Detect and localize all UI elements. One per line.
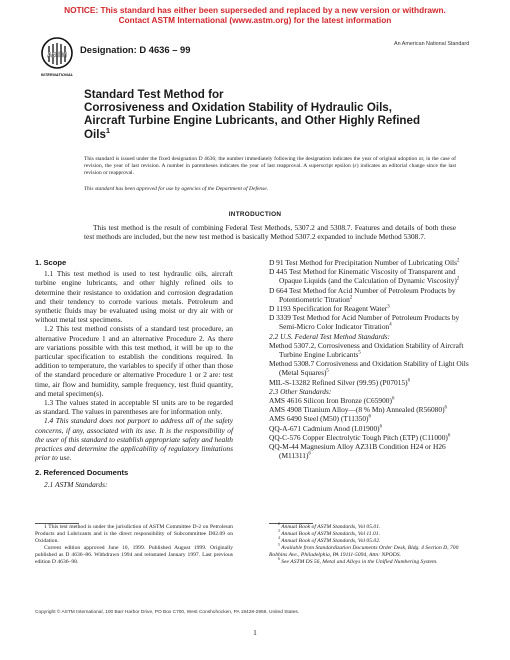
- paragraph-1-2: 1.2 This test method consists of a standard test procedure, an alternative Procedure 1 and an alternative Procedure 2. As there are variations possible with this test method, it will be up to the particular specification to establish the conditions required. In addition to temperature, the variables to specify if other than those of the standard procedure or alternative Procedure 1 or 2 are: test time, air flow and humidity, sample frequency, test fluid quantity, and metal specimen(s).: [35, 324, 233, 398]
- title-line-2: Corrosiveness and Oxidation Stability of Hydraulic Oils, Aircraft Turbine Engine Lubricants, and Other Highly Refined Oils$^1$: [84, 101, 421, 141]
- footnote-item: $^3$ Annual Book of ASTM Standards, Vol 11.01.: [278, 529, 380, 538]
- notice-line-2: Contact ASTM International (www.astm.org) for the latest information: [118, 15, 392, 25]
- federal-standard-item: MIL-S-13282 Refined Silver (99.95) $(P07015)^6$: [269, 377, 410, 387]
- designation: Designation: D 4636 – 99: [80, 44, 191, 55]
- paragraph-1-3: 1.3 The values stated in acceptable SI units are to be regarded as standard. The values in parentheses are for information only.: [35, 398, 233, 417]
- section-heading-referenced-documents: 2. Referenced Documents: [35, 468, 129, 478]
- dod-approval-note: This standard has been approved for use by agencies of the Department of Defense.: [84, 186, 269, 192]
- national-standard-label: An American National Standard: [394, 41, 470, 47]
- astm-standard-item: D 1193 Specification for Reagent Water$^3$: [269, 304, 390, 314]
- paragraph-2-1: 2.1 ASTM Standards:: [44, 479, 108, 489]
- section-heading-scope: 1. Scope: [35, 258, 67, 267]
- footnote-1-edition: Current edition approved June 10, 1999. Published August 1999. Originally published as D 4636–86. Withdrawn 1994 and reinstated January 1997. Last previous edition D 4636–98.: [35, 545, 233, 566]
- other-standard-item: QQ-C-576 Copper Electrolytic Tough Pitch (ETP) $(C11000)^6$: [269, 432, 451, 442]
- left-footnotes: [35, 523, 233, 567]
- astm-logo: [40, 36, 74, 80]
- left-column: [35, 258, 233, 489]
- federal-standards-list: [269, 341, 473, 387]
- document-title: [84, 88, 424, 141]
- notice-line-1: NOTICE: This standard has either been superseded and replaced by a new version or withdrawn.: [64, 5, 446, 15]
- paragraph-2-2: 2.2 U.S. Federal Test Method Standards:: [269, 331, 390, 341]
- copyright-line: Copyright © ASTM International, 100 Barr Harbor Drive, PO Box C700, West Conshohocken, PA 19428-2959, United States.: [35, 610, 300, 615]
- paragraph-1-1: 1.1 This test method is used to test hydraulic oils, aircraft turbine engine lubricants, and other highly refined oils to determine their resistance to oxidation and corrosion degradation and their tendency to corrode various metals. Petroleum and synthetic fluids may be evaluated using moist or dry air with or without metal test specimens.: [35, 269, 233, 325]
- astm-standard-item: D 445 Test Method for Kinematic Viscosity of Transparent and Opaque Liquids (and the Calculation of Dynamic Viscosity)$^2$: [269, 267, 460, 286]
- logo-caption: INTERNATIONAL: [40, 72, 74, 77]
- footnote-item: $^4$ Annual Book of ASTM Standards, Vol 05.02.: [278, 536, 381, 545]
- other-standard-item: AMS 4616 Silicon Iron Bronze $(C65900)^6$: [269, 396, 395, 406]
- astm-standards-list: [269, 258, 473, 332]
- other-standard-item: AMS 4908 Titanium Alloy—(8 % Mn) Annealed $(R56080)^6$: [269, 405, 447, 415]
- introduction-heading: INTRODUCTION: [228, 211, 282, 218]
- footnote-item: $^6$ See ASTM DS 56, Metal and Alloys in the Unified Numbering System.: [278, 557, 438, 566]
- page-number: 1: [253, 628, 257, 637]
- title-line-1: Standard Test Method for: [84, 88, 224, 101]
- paragraph-1-4: 1.4 This standard does not purport to address all of the safety concerns, if any, associated with its use. It is the responsibility of the user of this standard to establish appropriate safety and health practices and determine the applicability of regulatory limitations prior to use.: [35, 416, 233, 463]
- astm-standard-item: D 91 Test Method for Precipitation Number of Lubricating Oils$^2$: [269, 258, 460, 267]
- paragraph-2-3: 2.3 Other Standards:: [269, 386, 332, 396]
- issued-note: This standard is issued under the fixed designation D 4636; the number immediately following the designation indicates the year of original adoption or, in the case of revision, the year of last revision. A number in parentheses indicates the year of last reapproval. A superscript epsilon (ε) indicates an editorial change since the last revision or reapproval.: [84, 156, 456, 177]
- introduction-text: This test method is the result of combining Federal Test Methods, 5307.2 and 5308.7. Features and details of both these test methods are included, but the new test method is basically Method 5307.2 expanded to include Method 5308.7.: [84, 223, 456, 242]
- right-column: [269, 258, 473, 460]
- footnote-item: $^5$ Available from Standardization Documents Order Desk, Bldg. 4 Section D, 700 Robbins Ave., Philadelphia, PA 19111-5094, Attn: NPODS.: [269, 543, 459, 559]
- footnote-1: 1 This test method is under the jurisdiction of ASTM Committee D-2 on Petroleum Products and Lubricants and is the direct responsibility of Subcommittee D02.09 on Oxidation.: [35, 524, 233, 545]
- federal-standard-item: Method 5308.7 Corrosiveness and Oxidation Stability of Light Oils (Metal Squares)$^5$: [269, 359, 469, 378]
- federal-standard-item: Method 5307.2, Corrosiveness and Oxidation Stability of Aircraft Turbine Engine Lubricants$^5$: [269, 340, 464, 360]
- other-standard-item: QQ-A-671 Cadmium Anod $(L01900)^6$: [269, 423, 383, 433]
- other-standard-item: AMS 6490 Steel (M50) $(T11350)^6$: [269, 414, 371, 424]
- right-footnotes: [269, 523, 473, 567]
- footnote-list: [269, 524, 473, 567]
- footnote-item: $^2$ Annual Book of ASTM Standards, Vol 05.01.: [278, 522, 381, 530]
- withdrawal-notice: [0, 5, 510, 25]
- logo-letters: ASTM: [47, 52, 67, 59]
- astm-standard-item: D 3339 Test Method for Acid Number of Petroleum Products by Semi-Micro Color Indicator Titration$^4$: [269, 313, 460, 332]
- other-standards-list: [269, 396, 473, 460]
- astm-standard-item: D 664 Test Method for Acid Number of Petroleum Products by Potentiometric Titration$^2$: [269, 285, 456, 304]
- title-footnote-mark: 1: [105, 125, 111, 135]
- other-standard-item: QQ-M-44 Magnesium Alloy AZ31B Condition H24 or H26 $(M11311)^6$: [269, 442, 446, 461]
